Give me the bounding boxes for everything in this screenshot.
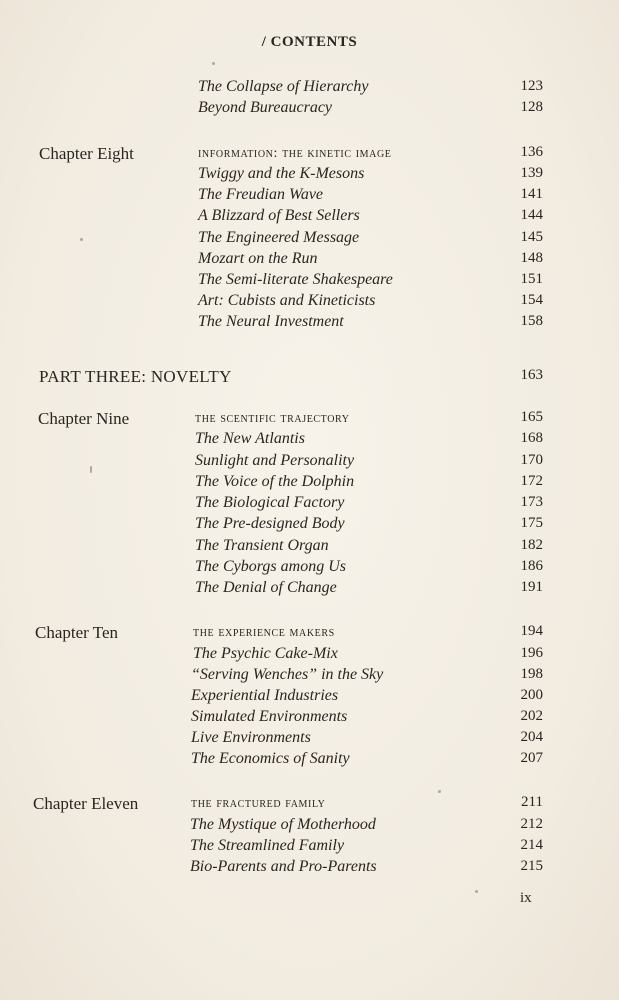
entry-title: The Biological Factory [195, 494, 345, 511]
entry-page: 207 [520, 750, 543, 766]
entry-page: 214 [520, 837, 543, 853]
entry-page: 144 [520, 207, 543, 223]
toc-entry [0, 229, 619, 251]
entry-page: 172 [520, 473, 543, 489]
entry-title: A Blizzard of Best Sellers [198, 207, 360, 224]
entry-title: The Neural Investment [198, 313, 344, 330]
paper-speck [438, 790, 441, 793]
toc-entry [0, 473, 619, 495]
part-title: PART THREE: NOVELTY [39, 367, 232, 386]
chapter-label: Chapter Eight [39, 144, 134, 163]
entry-title: The Economics of Sanity [191, 750, 350, 767]
entry-page: 165 [520, 409, 543, 425]
entry-title: Bio-Parents and Pro-Parents [190, 858, 377, 875]
toc-entry [0, 645, 619, 667]
entry-page: 123 [520, 78, 543, 94]
toc-entry [0, 430, 619, 452]
toc-entry [0, 729, 619, 751]
entry-title: The Denial of Change [195, 579, 337, 596]
entry-page: 182 [520, 537, 543, 553]
entry-title: Art: Cubists and Kineticists [198, 292, 376, 309]
entry-title: The Collapse of Hierarchy [198, 78, 369, 95]
toc-entry [0, 165, 619, 187]
entry-title: The Transient Organ [195, 537, 329, 554]
entry-title: Mozart on the Run [198, 250, 318, 267]
entry-title: The Mystique of Motherhood [190, 816, 376, 833]
entry-page: 202 [520, 708, 543, 724]
toc-entry [0, 250, 619, 272]
chapter-title: the experience makers [193, 625, 335, 640]
toc-entry [0, 537, 619, 559]
entry-title: The Voice of the Dolphin [195, 473, 355, 490]
entry-page: 211 [521, 794, 543, 810]
entry-page: 139 [520, 165, 543, 181]
toc-entry [0, 186, 619, 208]
entry-page: 141 [520, 186, 543, 202]
entry-page: 194 [520, 623, 543, 639]
toc-entry [0, 452, 619, 474]
entry-title: The Psychic Cake-Mix [193, 645, 338, 662]
paper-speck [90, 466, 92, 473]
entry-page: 148 [520, 250, 543, 266]
toc-entry [0, 837, 619, 859]
entry-page: 128 [520, 99, 543, 115]
toc-entry [0, 858, 619, 880]
toc-entry [0, 579, 619, 601]
entry-page: 191 [520, 579, 543, 595]
page-folio: ix [520, 890, 532, 906]
paper-speck [212, 62, 215, 65]
toc-entry [0, 515, 619, 537]
entry-page: 168 [520, 430, 543, 446]
entry-page: 145 [520, 229, 543, 245]
chapter-heading-row [0, 623, 619, 645]
entry-page: 215 [520, 858, 543, 874]
paper-speck [80, 238, 83, 241]
chapter-heading-row [0, 409, 619, 431]
page-header: / CONTENTS [261, 34, 358, 50]
entry-title: Simulated Environments [191, 708, 348, 725]
entry-page: 151 [520, 271, 543, 287]
entry-page: 173 [520, 494, 543, 510]
toc-entry [0, 292, 619, 314]
toc-entry [0, 558, 619, 580]
toc-entry [0, 313, 619, 335]
toc-entry [0, 708, 619, 730]
chapter-title: the scentific trajectory [195, 411, 350, 426]
entry-page: 154 [520, 292, 543, 308]
part-heading-row [0, 367, 619, 389]
paper-speck [475, 890, 478, 893]
toc-entry [0, 271, 619, 293]
toc-entry [0, 99, 619, 121]
chapter-heading-row [0, 144, 619, 166]
chapter-title: the fractured family [191, 796, 326, 811]
entry-page: 200 [520, 687, 543, 703]
entry-title: The Cyborgs among Us [195, 558, 346, 575]
entry-page: 204 [520, 729, 543, 745]
entry-page: 212 [520, 816, 543, 832]
entry-title: The Semi-literate Shakespeare [198, 271, 393, 288]
chapter-heading-row [0, 794, 619, 816]
entry-title: The Engineered Message [198, 229, 360, 246]
entry-title: Beyond Bureaucracy [198, 99, 333, 116]
toc-entry [0, 750, 619, 772]
entry-page: 175 [520, 515, 543, 531]
entry-title: The Streamlined Family [190, 837, 345, 854]
chapter-label: Chapter Eleven [33, 794, 139, 813]
toc-entry [0, 494, 619, 516]
entry-title: The New Atlantis [195, 430, 305, 447]
entry-title: Sunlight and Personality [195, 452, 355, 469]
entry-title: Live Environments [191, 729, 311, 746]
toc-entry [0, 207, 619, 229]
entry-page: 163 [520, 367, 543, 383]
toc-entry [0, 816, 619, 838]
entry-page: 186 [520, 558, 543, 574]
chapter-title: information: the kinetic image [198, 146, 392, 161]
toc-entry [0, 78, 619, 100]
toc-entry [0, 666, 619, 688]
entry-page: 196 [520, 645, 543, 661]
entry-page: 170 [520, 452, 543, 468]
toc-entry [0, 687, 619, 709]
entry-title: Twiggy and the K-Mesons [198, 165, 365, 182]
entry-title: Experiential Industries [191, 687, 339, 704]
chapter-label: Chapter Ten [35, 623, 118, 642]
entry-page: 198 [520, 666, 543, 682]
chapter-label: Chapter Nine [38, 409, 130, 428]
entry-page: 158 [520, 313, 543, 329]
entry-page: 136 [520, 144, 543, 160]
entry-title: The Pre-designed Body [195, 515, 345, 532]
entry-title: “Serving Wenches” in the Sky [191, 666, 384, 683]
entry-title: The Freudian Wave [198, 186, 324, 203]
